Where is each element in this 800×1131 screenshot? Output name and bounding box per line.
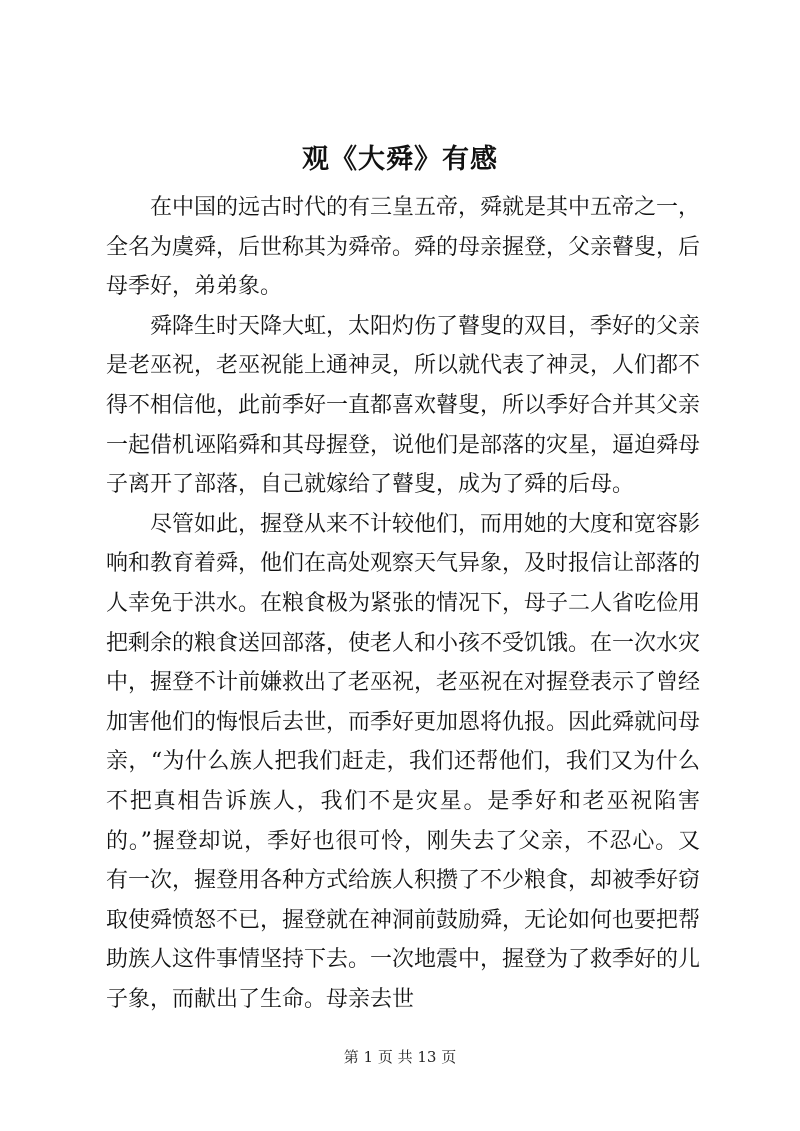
page-footer: 第 1 页 共 13 页 <box>343 1048 457 1066</box>
paragraph-1: 在中国的远古时代的有三皇五帝，舜就是其中五帝之一，全名为虞舜，后世称其为舜帝。舜的母亲握登，父亲瞽叟，后母季好，弟弟象。 <box>106 195 701 300</box>
paragraph-2: 舜降生时天降大虹，太阳灼伤了瞽叟的双目，季好的父亲是老巫祝，老巫祝能上通神灵，所以就代表了神灵，人们都不得不相信他，此前季好一直都喜欢瞽叟，所以季好合并其父亲一起借机诬陷舜和其母握登，说他们是部落的灾星，逼迫舜母子离开了部落，自己就嫁给了瞽叟，成为了舜的后母。 <box>106 313 701 498</box>
document-body <box>106 188 700 1019</box>
document-title: 观《大舜》有感 <box>302 144 498 175</box>
paragraph-3: 尽管如此，握登从来不计较他们，而用她的大度和宽容影响和教育着舜，他们在高处观察天气异象，及时报信让部落的人幸免于洪水。在粮食极为紧张的情况下，母子二人省吃俭用把剩余的粮食送回部落，使老人和小孩不受饥饿。在一次水灾中，握登不计前嫌救出了老巫祝，老巫祝在对握登表示了曾经加害他们的悔恨后去世，而季好更加恩将仇报。因此舜就问母亲，“为什么族人把我们赶走，我们还帮他们，我们又为什么不把真相告诉族人，我们不是灾星。是季好和老巫祝陷害的。”握登却说，季好也很可怜，刚失去了父亲，不忍心。又有一次，握登用各种方式给族人积攒了不少粮食，却被季好窃取使舜愤怒不已，握登就在神洞前鼓励舜，无论如何也要把帮助族人这件事情坚持下去。一次地震中，握登为了救季好的儿子象，而献出了生命。母亲去世 <box>106 511 701 1012</box>
